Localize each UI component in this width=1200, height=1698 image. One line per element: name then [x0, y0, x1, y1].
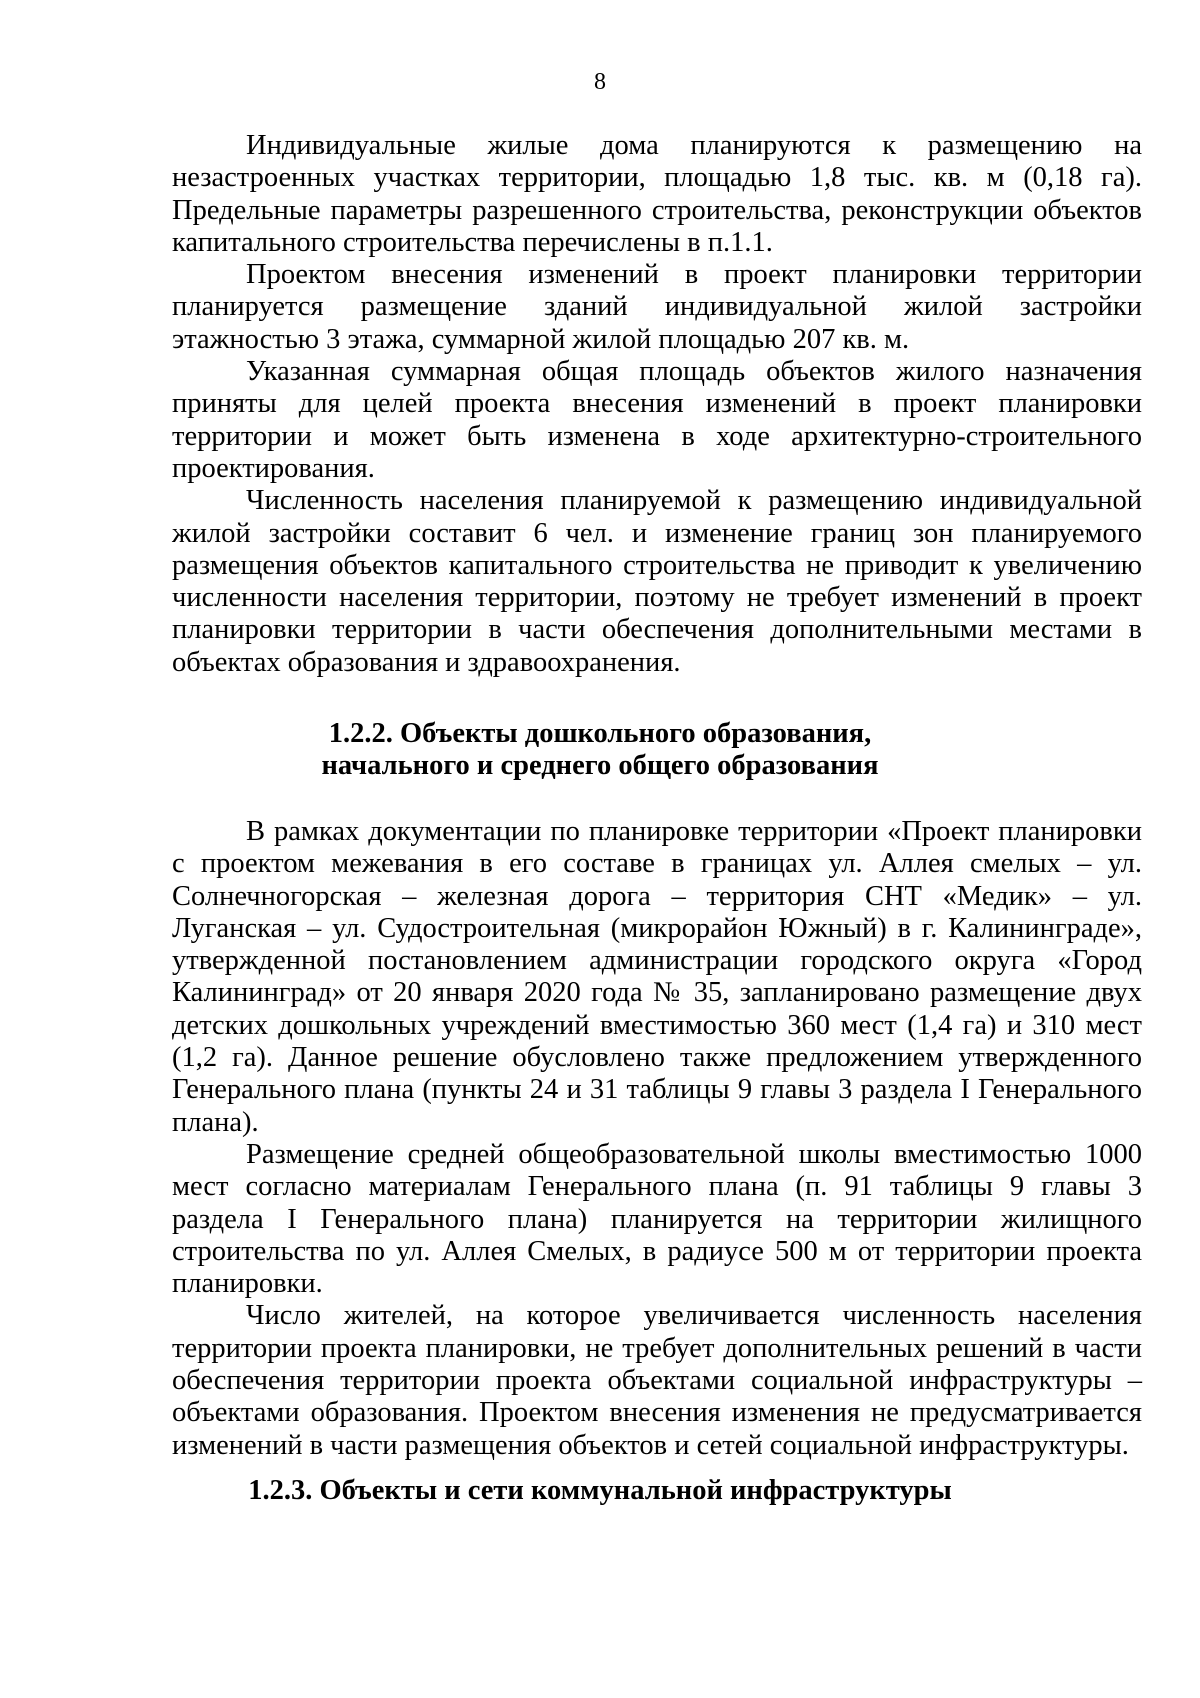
paragraph-individual-houses: Индивидуальные жилые дома планируются к размещению на незастроенных участках территории, площадью 1,8 тыс. кв. м (0,18 га). Предельные параметры разрешенного строительства, реконструкции объектов капитального строительства перечислены в п.1.1. — [172, 130, 1142, 258]
paragraph-preschool: В рамках документации по планировке территории «Проект планировки с проектом межевания в его составе в границах ул. Аллея смелых – ул. Солнечногорская – железная дорога – территория СНТ «Медик» – ул. Луганская – ул. Судостроительная (микрорайон Южный) в г. Калининграде», утвержденной постановлением администрации городского округа «Город Калининград» от 20 января 2020 года № 35, запланировано размещение двух детских дошкольных учреждений вместимостью 360 мест (1,4 га) и 310 мест (1,2 га). Данное решение обусловлено также предложением утвержденного Генерального плана (пункты 24 и 31 таблицы 9 главы 3 раздела I Генерального плана). — [172, 816, 1142, 1138]
paragraph-total-area: Указанная суммарная общая площадь объектов жилого назначения приняты для целей проекта внесения изменений в проект планировки территории и может быть изменена в ходе архитектурно-строительного проектирования. — [172, 356, 1142, 484]
paragraph-population: Численность населения планируемой к размещению индивидуальной жилой застройки составит 6 чел. и изменение границ зон планируемого размещения объектов капитального строительства не приводит к увеличению численности населения территории, поэтому не требует изменений в проект планировки территории в части обеспечения дополнительными местами в объектах образования и здравоохранения. — [172, 485, 1142, 678]
section-heading-utilities: 1.2.3. Объекты и сети коммунальной инфраструктуры — [248, 1475, 952, 1506]
text-block-education — [172, 816, 1142, 1462]
section-heading-education — [0, 718, 1200, 783]
paragraph-project-changes: Проектом внесения изменений в проект планировки территории планируется размещение зданий индивидуальной жилой застройки этажностью 3 этажа, суммарной жилой площадью 207 кв. м. — [172, 259, 1142, 355]
paragraph-residents: Число жителей, на которое увеличивается численность населения территории проекта планировки, не требует дополнительных решений в части обеспечения территории проекта объектами социальной инфраструктуры – объектами образования. Проектом внесения изменения не предусматривается изменений в части размещения объектов и сетей социальной инфраструктуры. — [172, 1300, 1142, 1461]
section-heading-line-2: начального и среднего общего образования — [321, 750, 879, 782]
paragraph-school: Размещение средней общеобразовательной школы вместимостью 1000 мест согласно материалам Генерального плана (п. 91 таблицы 9 главы 3 раздела I Генерального плана) планируется на территории жилищного строительства по ул. Аллея Смелых, в радиусе 500 м от территории проекта планировки. — [172, 1138, 1142, 1300]
text-block-housing — [172, 130, 1142, 679]
page-number: 8 — [594, 69, 606, 95]
section-heading-line-1: 1.2.2. Объекты дошкольного образования, — [328, 718, 872, 749]
